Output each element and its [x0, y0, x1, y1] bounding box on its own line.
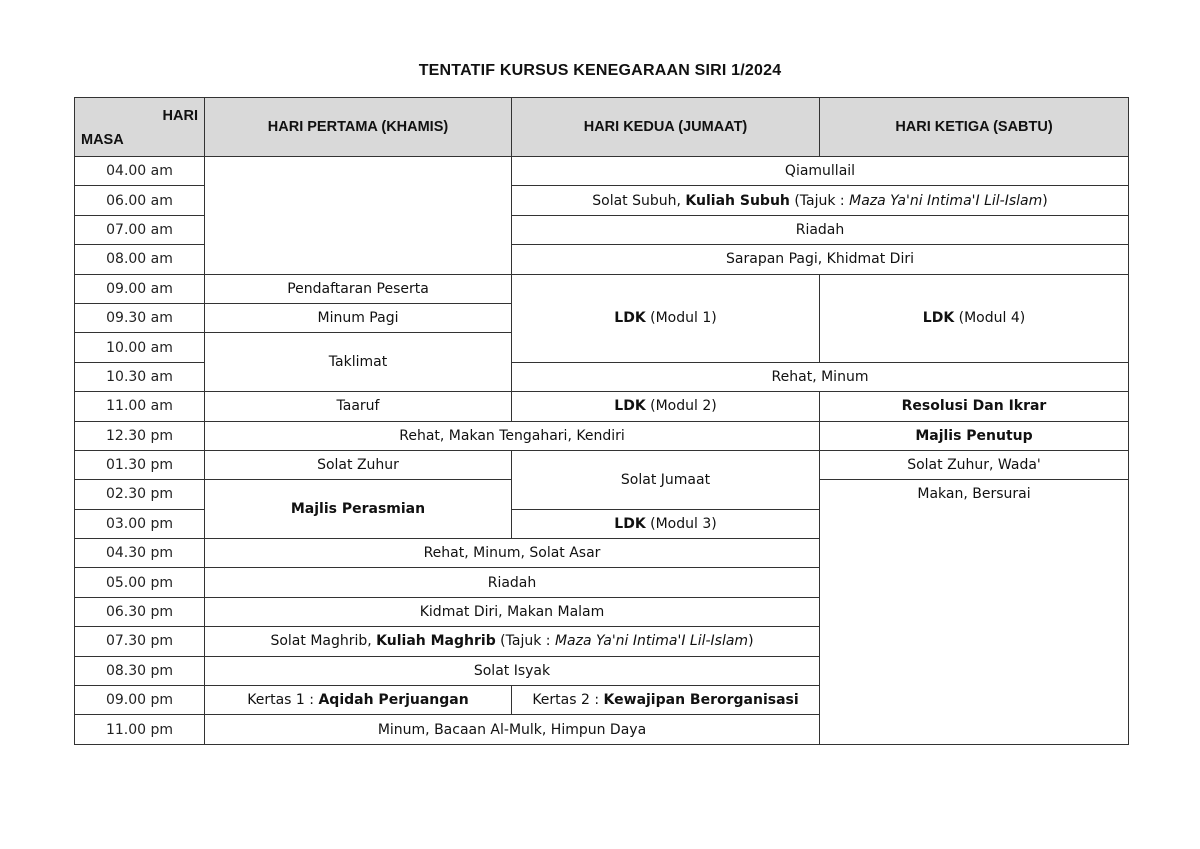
cell-ldk-modul2: LDK (Modul 2)	[512, 392, 820, 421]
time-cell: 04.30 pm	[75, 539, 205, 568]
cell-rehat-asar: Rehat, Minum, Solat Asar	[205, 539, 820, 568]
cell-solat-isyak: Solat Isyak	[205, 656, 820, 685]
table-row	[75, 392, 1129, 421]
cell-riadah-pm: Riadah	[205, 568, 820, 597]
time-cell: 10.00 am	[75, 333, 205, 362]
page-title: TENTATIF KURSUS KENEGARAAN SIRI 1/2024	[418, 62, 782, 79]
time-cell: 09.00 pm	[75, 686, 205, 715]
table-row	[75, 450, 1129, 479]
time-cell: 06.00 am	[75, 186, 205, 215]
time-cell: 12.30 pm	[75, 421, 205, 450]
cell-kertas1: Kertas 1 : Aqidah Perjuangan	[205, 686, 512, 715]
time-cell: 03.00 pm	[75, 509, 205, 538]
cell-resolusi: Resolusi Dan Ikrar	[820, 392, 1129, 421]
time-cell: 10.30 am	[75, 362, 205, 391]
time-cell: 01.30 pm	[75, 450, 205, 479]
time-cell: 04.00 am	[75, 157, 205, 186]
time-cell: 07.00 am	[75, 215, 205, 244]
cell-solat-jumaat: Solat Jumaat	[512, 450, 820, 509]
cell-ldk-modul3: LDK (Modul 3)	[512, 509, 820, 538]
cell-ldk-modul1: LDK (Modul 1)	[512, 274, 820, 362]
cell-qiamullail: Qiamullail	[512, 157, 1129, 186]
cell-subuh: Solat Subuh, Kuliah Subuh (Tajuk : Maza Ya'ni Intima'I Lil-Islam)	[512, 186, 1129, 215]
cell-pendaftaran: Pendaftaran Peserta	[205, 274, 512, 303]
empty-cell	[205, 157, 512, 275]
cell-majlis-penutup: Majlis Penutup	[820, 421, 1129, 450]
cell-rehat-tengahari: Rehat, Makan Tengahari, Kendiri	[205, 421, 820, 450]
table-row	[75, 421, 1129, 450]
cell-makan-bersurai: Makan, Bersurai	[820, 480, 1129, 745]
cell-taaruf: Taaruf	[205, 392, 512, 421]
time-cell: 05.00 pm	[75, 568, 205, 597]
cell-rehat-minum: Rehat, Minum	[512, 362, 1129, 391]
day3-header: HARI KETIGA (SABTU)	[820, 98, 1129, 157]
time-cell: 09.30 am	[75, 303, 205, 332]
day2-header: HARI KEDUA (JUMAAT)	[512, 98, 820, 157]
header-row	[75, 98, 1129, 157]
time-cell: 07.30 pm	[75, 627, 205, 656]
corner-header	[75, 98, 205, 157]
cell-kertas2: Kertas 2 : Kewajipan Berorganisasi	[512, 686, 820, 715]
time-cell: 02.30 pm	[75, 480, 205, 509]
cell-kidmat-malam: Kidmat Diri, Makan Malam	[205, 597, 820, 626]
table-row	[75, 274, 1129, 303]
cell-minum-pagi: Minum Pagi	[205, 303, 512, 332]
table-row	[75, 157, 1129, 186]
time-cell: 08.00 am	[75, 245, 205, 274]
cell-minum-almulk: Minum, Bacaan Al-Mulk, Himpun Daya	[205, 715, 820, 744]
cell-maghrib: Solat Maghrib, Kuliah Maghrib (Tajuk : Maza Ya'ni Intima'I Lil-Islam)	[205, 627, 820, 656]
cell-riadah-am: Riadah	[512, 215, 1129, 244]
cell-taklimat: Taklimat	[205, 333, 512, 392]
schedule-table	[74, 97, 1129, 745]
cell-ldk-modul4: LDK (Modul 4)	[820, 274, 1129, 362]
cell-solat-zuhur: Solat Zuhur	[205, 450, 512, 479]
cell-majlis-perasmian: Majlis Perasmian	[205, 480, 512, 539]
cell-sarapan: Sarapan Pagi, Khidmat Diri	[512, 245, 1129, 274]
time-cell: 06.30 pm	[75, 597, 205, 626]
time-cell: 09.00 am	[75, 274, 205, 303]
time-cell: 11.00 pm	[75, 715, 205, 744]
hari-label: HARI	[162, 108, 198, 124]
day1-header: HARI PERTAMA (KHAMIS)	[205, 98, 512, 157]
time-cell: 08.30 pm	[75, 656, 205, 685]
time-cell: 11.00 am	[75, 392, 205, 421]
masa-label: MASA	[81, 132, 124, 148]
cell-zuhur-wada: Solat Zuhur, Wada'	[820, 450, 1129, 479]
